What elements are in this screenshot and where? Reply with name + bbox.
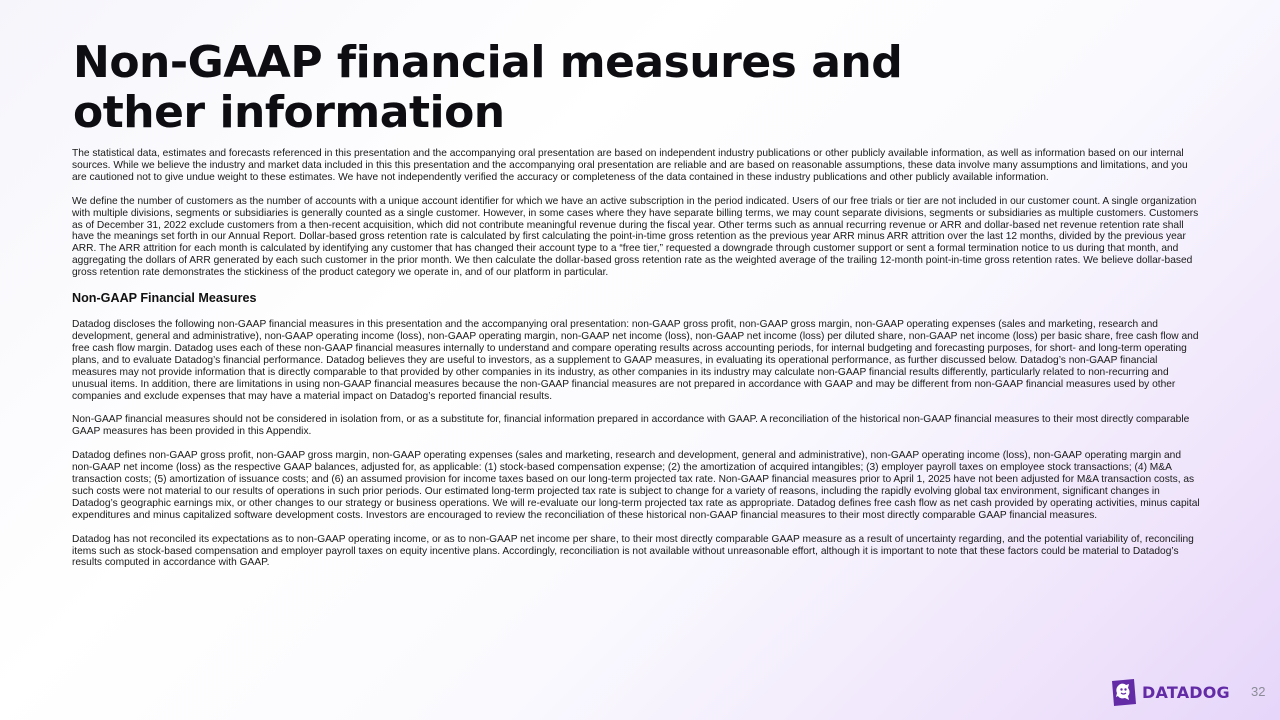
paragraph-customer-definition: We define the number of customers as the number of accounts with a unique account identifier for which we have an active subscription in the period indicated. Users of our free trials or tier are not included in our customer count. A single organization with multiple divisions, segments or subsidiaries is generally counted as a single customer. However, in some cases where they have separate billing terms, we may count separate divisions, segments or subsidiaries as multiple customers. Customers as of December 31, 2022 exclude customers from a then-recent acquisition, which did not contribute meaningful revenue during the fiscal year. Other terms such as annual recurring revenue or ARR and dollar-based net revenue retention rate shall have the meanings set forth in our Annual Report. Dollar-based gross retention rate is calculated by first calculating the point-in-time gross retention as the previous year ARR minus ARR attrition over the last 12 months, divided by the previous year ARR. The ARR attrition for each month is calculated by identifying any customer that has changed their account type to a “free tier,” requested a downgrade through customer support or sent a formal termination notice to us during that month, and aggregating the dollars of ARR generated by each such customer in the prior month. We then calculate the dollar-based gross retention rate as the weighted average of the trailing 12-month point-in-time gross retention rates. We believe dollar-based gross retention rate demonstrates the stickiness of the product category we operate in, and of our platform in particular. xyxy=(72,195,1199,279)
page-title: Non-GAAP financial measures and other information xyxy=(73,37,903,138)
paragraph-nongaap-definitions: Datadog defines non-GAAP gross profit, non-GAAP gross margin, non-GAAP operating expenses (sales and marketing, research and development, general and administrative), non-GAAP operating income (loss), non-GAAP operating margin and non-GAAP net income (loss) as the respective GAAP balances, adjusted for, as applicable: (1) stock-based compensation expense; (2) the amortization of acquired intangibles; (3) employer payroll taxes on employee stock transactions; (4) M&A transaction costs; (5) amortization of issuance costs; and (6) an assumed provision for income taxes based on our long-term projected tax rate. Non-GAAP financial measures prior to April 1, 2025 have not been adjusted for M&A transaction costs, as such costs were not material to our results of operations in such prior periods. Our estimated long-term projected tax rate is subject to change for a variety of reasons, including the rapidly evolving global tax environment, significant changes in Datadog’s geographic earnings mix, or other changes to our strategy or business operations. We will re-evaluate our long-term projected tax rate as appropriate. Datadog defines free cash flow as net cash provided by operating activities, minus capital expenditures and minus capitalized software development costs. Investors are encouraged to review the reconciliation of these historical non-GAAP financial measures to their most directly comparable GAAP financial measures. xyxy=(72,450,1200,521)
paragraph-nongaap-disclosure: Datadog discloses the following non-GAAP financial measures in this presentation and the accompanying oral presentation: non-GAAP gross profit, non-GAAP gross margin, non-GAAP operating expenses (sales and marketing, research and development, general and administrative), non-GAAP operating income (loss), non-GAAP operating margin, non-GAAP net income (loss), non-GAAP net income (loss) per diluted share, non-GAAP net income (loss) per basic share, free cash flow and free cash flow margin. Datadog uses each of these non-GAAP financial measures internally to understand and compare operating results across accounting periods, for internal budgeting and forecasting purposes, for short- and long-term operating plans, and to evaluate Datadog’s financial performance. Datadog believes they are useful to investors, as a supplement to GAAP measures, in evaluating its operational performance, as further discussed below. Datadog’s non-GAAP financial measures may not provide information that is directly comparable to that provided by other companies in its industry, as other companies in its industry may calculate non-GAAP financial results differently, particularly related to non-recurring and unusual items. In addition, there are limitations in using non-GAAP financial measures because the non-GAAP financial measures are not prepared in accordance with GAAP and may be different from non-GAAP financial measures used by other companies and exclude expenses that may have a material impact on Datadog’s reported financial results. xyxy=(72,319,1199,402)
paragraph-statistical-data: The statistical data, estimates and forecasts referenced in this presentation and the accompanying oral presentation are based on independent industry publications or other publicly available information, as well as information based on our internal sources. While we believe the industry and market data included in this this presentation and the accompanying oral presentation are reliable and are based on reasonable assumptions, these data involve many assumptions and limitations, and you are cautioned not to give undue weight to these estimates. We have not independently verified the accuracy or completeness of the data contained in these industry publications and other publicly available information. xyxy=(72,148,1188,183)
paragraph-nongaap-isolation: Non-GAAP financial measures should not be considered in isolation from, or as a substitute for, financial information prepared in accordance with GAAP. A reconciliation of the historical non-GAAP financial measures to their most directly comparable GAAP measures has been provided in this Appendix. xyxy=(72,414,1190,438)
paragraph-reconciliation: Datadog has not reconciled its expectations as to non-GAAP operating income, or as to non-GAAP net income per share, to their most directly comparable GAAP measure as a result of uncertainty regarding, and the potential variability of, reconciling items such as stock-based compensation and employer payroll taxes on equity incentive plans. Accordingly, reconciliation is not available without unreasonable effort, although it is important to note that these factors could be material to Datadog’s results computed in accordance with GAAP. xyxy=(72,533,1194,569)
page-number: 32 xyxy=(1251,684,1266,699)
slide-body xyxy=(72,148,1202,581)
section-heading: Non-GAAP Financial Measures xyxy=(72,291,257,306)
logo-wordmark: DATADOG xyxy=(1142,682,1230,702)
datadog-logo xyxy=(1110,677,1230,707)
datadog-dog-icon xyxy=(1110,677,1138,707)
